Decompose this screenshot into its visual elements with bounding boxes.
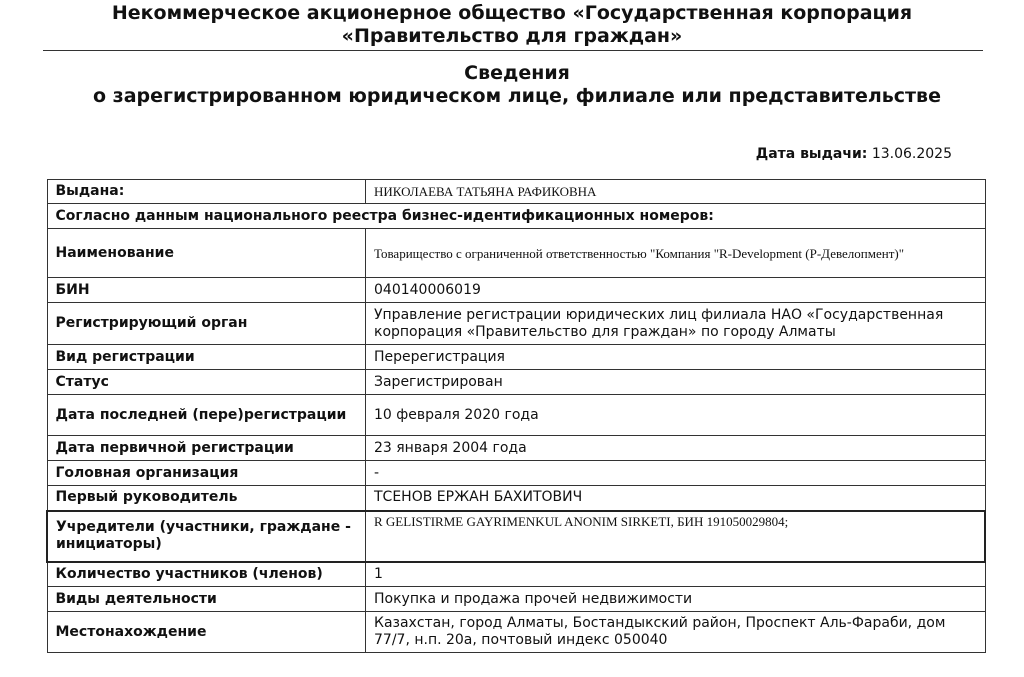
founders-value: R GELISTIRME GAYRIMENKUL ANONIM SIRKETI, БИН 191050029804; [366, 511, 986, 562]
table-row [47, 436, 985, 461]
table-row [47, 345, 985, 370]
location-label: Местонахождение [47, 612, 366, 653]
status-value: Зарегистрирован [366, 370, 986, 395]
first-head-value: ТСЕНОВ ЕРЖАН БАХИТОВИЧ [366, 486, 986, 511]
bin-value: 040140006019 [366, 278, 986, 303]
document-title-line-1: Сведения [464, 62, 570, 84]
registration-info-table [46, 179, 986, 653]
issued-to-value: НИКОЛАЕВА ТАТЬЯНА РАФИКОВНА [366, 180, 986, 204]
organization-line-2: «Правительство для граждан» [341, 25, 683, 47]
members-count-label: Количество участников (членов) [47, 562, 366, 587]
table-row [47, 303, 985, 345]
activity-types-label: Виды деятельности [47, 587, 366, 612]
table-row [47, 612, 985, 653]
document-title-line-2: о зарегистрированном юридическом лице, филиале или представительстве [93, 85, 941, 107]
issue-date [756, 146, 952, 162]
last-registration-label: Дата последней (пере)регистрации [47, 395, 366, 436]
parent-organization-label: Головная организация [47, 461, 366, 486]
table-row [47, 461, 985, 486]
activity-types-value: Покупка и продажа прочей недвижимости [366, 587, 986, 612]
first-head-label: Первый руководитель [47, 486, 366, 511]
registry-note: Согласно данным национального реестра бизнес-идентификационных номеров: [47, 204, 985, 229]
issue-date-value: 13.06.2025 [871, 146, 952, 162]
location-value: Казахстан, город Алматы, Бостандыкский район, Проспект Аль-Фараби, дом 77/7, н.п. 20а, почтовый индекс 050040 [366, 612, 986, 653]
registering-body-value: Управление регистрации юридических лиц филиала НАО «Государственная корпорация «Правительство для граждан» по городу Алматы [366, 303, 986, 345]
issue-date-label: Дата выдачи: [755, 146, 868, 162]
table-row [47, 229, 985, 278]
founders-label: Учредители (участники, граждане - инициаторы) [47, 511, 366, 562]
last-registration-value: 10 февраля 2020 года [366, 395, 986, 436]
name-label: Наименование [47, 229, 366, 278]
organization-line-1: Некоммерческое акционерное общество «Государственная корпорация [111, 2, 913, 24]
registration-type-label: Вид регистрации [47, 345, 366, 370]
bin-label: БИН [47, 278, 366, 303]
parent-organization-value: - [366, 461, 986, 486]
table-row [47, 587, 985, 612]
first-registration-label: Дата первичной регистрации [47, 436, 366, 461]
name-value: Товарищество с ограниченной ответственностью "Компания "R-Development (Р-Девелопмент)" [366, 229, 986, 278]
first-registration-value: 23 января 2004 года [366, 436, 986, 461]
registration-type-value: Перерегистрация [366, 345, 986, 370]
document-title [0, 62, 1024, 108]
organization-name [0, 2, 1024, 48]
members-count-value: 1 [366, 562, 986, 587]
table-row [47, 486, 985, 511]
table-row [47, 180, 985, 204]
table-row [47, 278, 985, 303]
registering-body-label: Регистрирующий орган [47, 303, 366, 345]
header-divider [43, 50, 983, 51]
table-row [47, 511, 985, 562]
issued-to-label: Выдана: [47, 180, 366, 204]
table-row [47, 395, 985, 436]
table-row [47, 370, 985, 395]
table-row [47, 562, 985, 587]
status-label: Статус [47, 370, 366, 395]
table-row [47, 204, 985, 229]
